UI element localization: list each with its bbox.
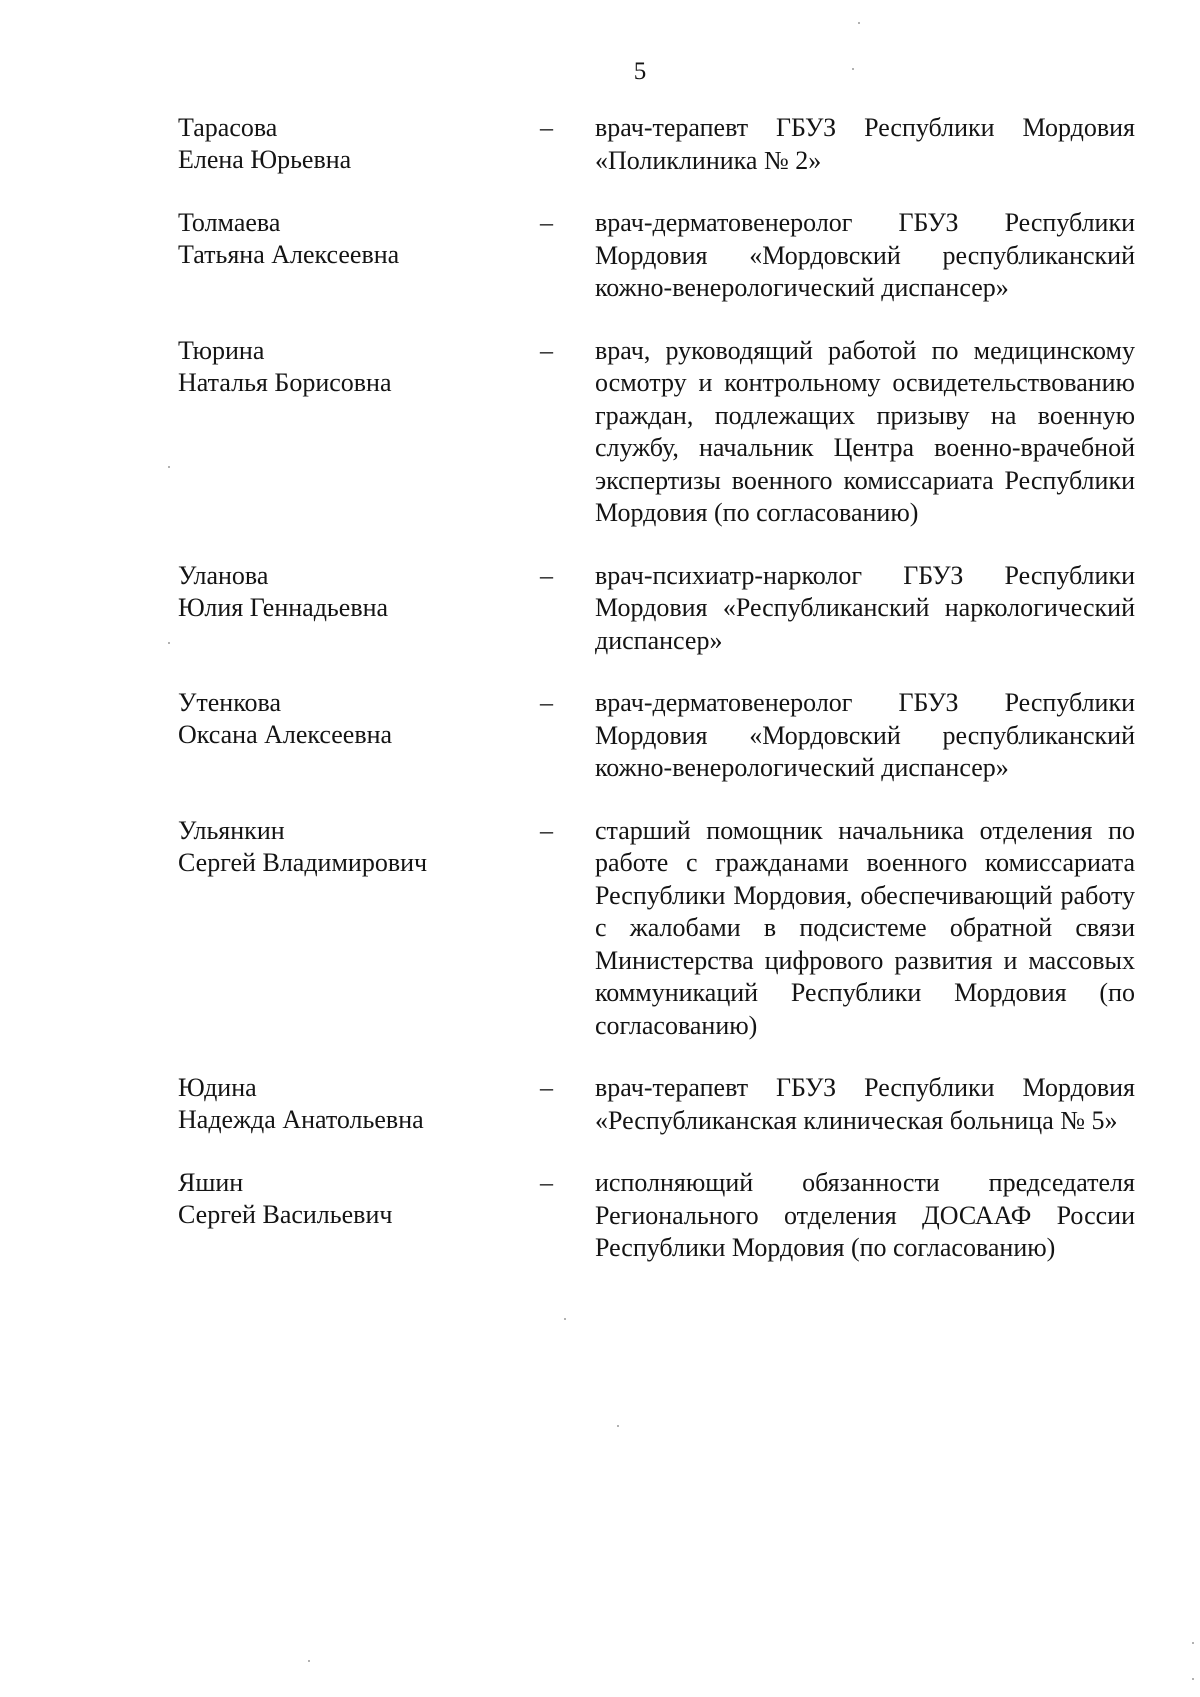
member-surname: Утенкова: [178, 688, 282, 717]
member-position: исполняющий обязанности председателя Регионального отделения ДОСААФ России Республики Мордовия (по согласованию): [595, 1168, 1135, 1262]
member-name: [178, 815, 498, 879]
page-number: 5: [633, 58, 647, 85]
scan-speck: [308, 1660, 310, 1662]
scan-speck: [617, 1425, 619, 1427]
member-position: старший помощник начальника отделения по работе с гражданами военного комиссариата Республики Мордовия, обеспечивающий работу с жалобами в подсистеме обратной связи Министерства цифрового развития и массовых коммуникаций Республики Мордовия (по согласованию): [595, 815, 1135, 1040]
member-given-names: Наталья Борисовна: [178, 367, 392, 397]
member-name: [178, 112, 498, 176]
member-name: [178, 1167, 498, 1231]
member-position: врач, руководящий работой по медицинскому осмотру и контрольному освидетельствованию граждан, подлежащих призыву на военную службу, начальник Центра военно-врачебной экспертизы военного комиссариата Республики Мордовия (по согласованию): [595, 335, 1135, 527]
member-surname: Яшин: [178, 1168, 244, 1197]
scan-speck: [1192, 1642, 1194, 1644]
member-name: [178, 560, 498, 624]
separator-dash: –: [540, 335, 553, 365]
member-given-names: Юлия Геннадьевна: [178, 592, 389, 622]
member-entry: [0, 560, 1200, 658]
member-position: врач-психиатр-нарколог ГБУЗ Республики Мордовия «Республиканский наркологический диспансер»: [595, 560, 1135, 655]
scan-speck: [168, 642, 170, 644]
member-given-names: Оксана Алексеевна: [178, 720, 393, 749]
member-entry: [0, 687, 1200, 785]
member-name: [178, 1072, 498, 1136]
member-list: [0, 112, 1200, 1295]
separator-dash: –: [540, 688, 553, 717]
member-name: [178, 687, 498, 751]
member-name: [178, 335, 498, 399]
member-position: врач-терапевт ГБУЗ Республики Мордовия «Республиканская клиническая больница № 5»: [595, 1073, 1135, 1135]
scan-speck: [858, 22, 860, 24]
separator-dash: –: [540, 560, 553, 590]
member-entry: [0, 815, 1200, 1043]
member-position: врач-терапевт ГБУЗ Республики Мордовия «Поликлиника № 2»: [595, 113, 1135, 175]
member-given-names: Сергей Владимирович: [178, 847, 428, 877]
member-name: [178, 207, 498, 271]
member-surname: Тюрина: [178, 335, 265, 365]
separator-dash: –: [540, 815, 553, 845]
separator-dash: –: [540, 113, 553, 142]
separator-dash: –: [540, 1073, 553, 1102]
member-position: врач-дерматовенеролог ГБУЗ Республики Мордовия «Мордовский республиканский кожно-венерологический диспансер»: [595, 688, 1135, 782]
member-surname: Уланова: [178, 560, 269, 590]
member-entry: [0, 1072, 1200, 1137]
member-given-names: Надежда Анатольевна: [178, 1105, 424, 1134]
member-surname: Толмаева: [178, 208, 281, 237]
scan-speck: [852, 68, 854, 70]
member-position: врач-дерматовенеролог ГБУЗ Республики Мордовия «Мордовский республиканский кожно-венерологический диспансер»: [595, 208, 1135, 302]
scan-speck: [168, 466, 170, 468]
scan-speck: [1192, 1678, 1194, 1680]
member-given-names: Сергей Васильевич: [178, 1200, 393, 1229]
member-entry: [0, 207, 1200, 305]
member-entry: [0, 112, 1200, 177]
member-surname: Ульянкин: [178, 815, 285, 845]
separator-dash: –: [540, 208, 553, 237]
member-given-names: Елена Юрьевна: [178, 145, 352, 174]
member-entry: [0, 1167, 1200, 1265]
member-surname: Тарасова: [178, 113, 278, 142]
scan-speck: [564, 1318, 566, 1320]
member-given-names: Татьяна Алексеевна: [178, 240, 400, 269]
member-surname: Юдина: [178, 1073, 257, 1102]
member-entry: [0, 335, 1200, 530]
separator-dash: –: [540, 1168, 553, 1197]
